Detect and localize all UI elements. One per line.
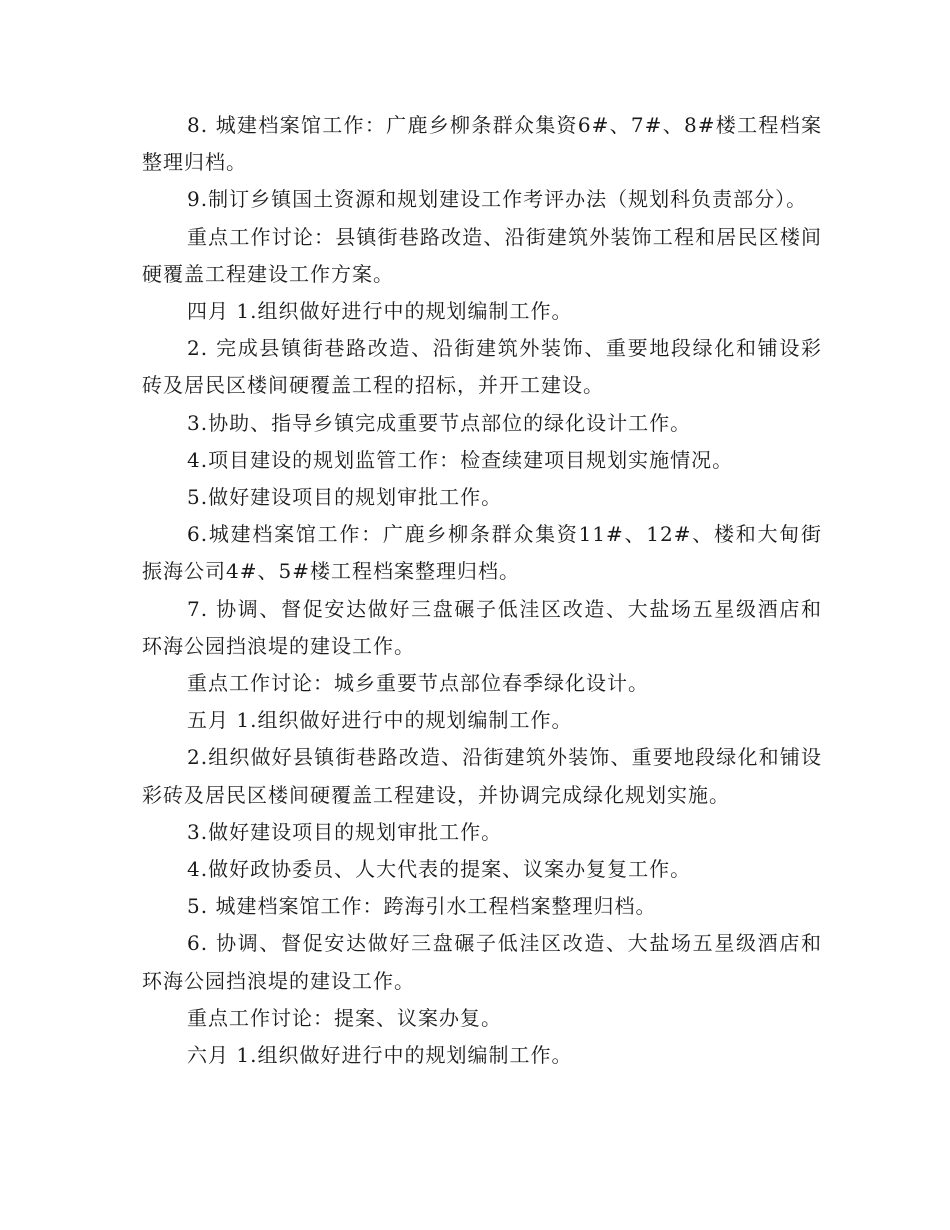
paragraph-may-item-2: 2.组织做好县镇街巷路改造、沿街建筑外装饰、重要地段绿化和铺设彩砖及居民区楼间硬覆盖工程建设，并协调完成绿化规划实施。 [142,745,822,807]
paragraph-item-9-evaluation: 9.制订乡镇国土资源和规划建设工作考评办法（规划科负责部分）。 [187,187,808,212]
paragraph-april-item-3: 3.协助、指导乡镇完成重要节点部位的绿化设计工作。 [187,410,692,435]
paragraph-may-item-3: 3.做好建设项目的规划审批工作。 [187,819,503,844]
paragraph-april-item-6: 6.城建档案馆工作：广鹿乡柳条群众集资11#、12#、楼和大甸街振海公司4#、5#楼工程档案整理归档。 [142,522,822,584]
paragraph-may-item-6: 6. 协调、督促安达做好三盘碾子低洼区改造、大盐场五星级酒店和环海公园挡浪堤的建设工作。 [142,931,822,993]
paragraph-may-item-1: 五月 1.组织做好进行中的规划编制工作。 [187,708,573,733]
paragraph-april-item-4: 4.项目建设的规划监管工作：检查续建项目规划实施情况。 [187,447,734,472]
paragraph-april-item-7: 7. 协调、督促安达做好三盘碾子低洼区改造、大盐场五星级酒店和环海公园挡浪堤的建设工作。 [142,596,822,658]
paragraph-april-item-1: 四月 1.组织做好进行中的规划编制工作。 [187,299,573,324]
document-body [142,107,822,1074]
paragraph-may-item-4: 4.做好政协委员、人大代表的提案、议案办复复工作。 [187,857,692,882]
paragraph-focus-discussion-march: 重点工作讨论：县镇街巷路改造、沿街建筑外装饰工程和居民区楼间硬覆盖工程建设工作方案。 [142,224,822,286]
paragraph-focus-discussion-may: 重点工作讨论：提案、议案办复。 [187,1005,502,1030]
paragraph-item-8-archives: 8. 城建档案馆工作：广鹿乡柳条群众集资6#、7#、8#楼工程档案整理归档。 [142,113,822,175]
paragraph-may-item-5: 5. 城建档案馆工作：跨海引水工程档案整理归档。 [187,894,657,919]
paragraph-focus-discussion-april: 重点工作讨论：城乡重要节点部位春季绿化设计。 [187,671,649,696]
paragraph-april-item-5: 5.做好建设项目的规划审批工作。 [187,485,503,510]
paragraph-june-item-1: 六月 1.组织做好进行中的规划编制工作。 [187,1043,573,1068]
paragraph-april-item-2: 2. 完成县镇街巷路改造、沿街建筑外装饰、重要地段绿化和铺设彩砖及居民区楼间硬覆盖工程的招标，并开工建设。 [142,336,822,398]
